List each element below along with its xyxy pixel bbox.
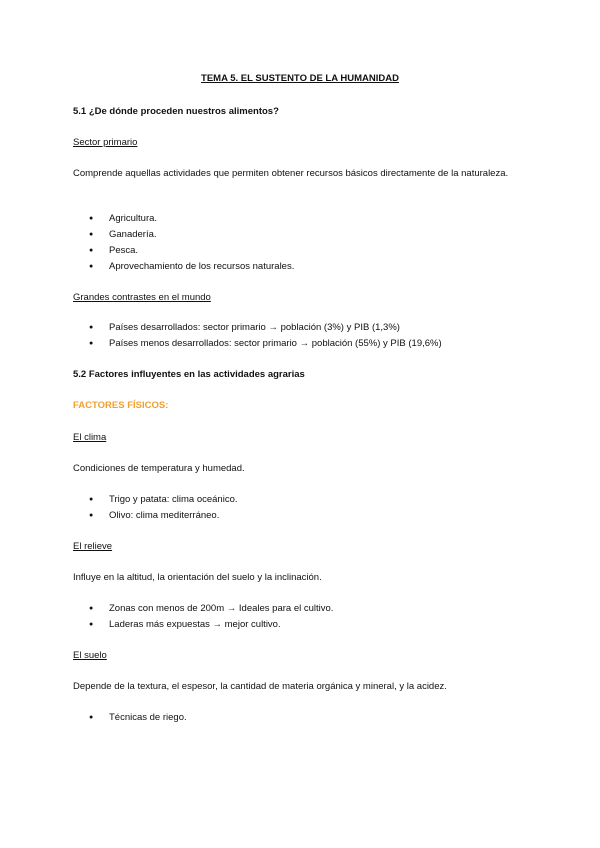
clima-list	[73, 492, 238, 524]
list-item: ● Ganadería.	[73, 227, 294, 243]
clima-heading: El clima	[73, 432, 107, 443]
section-5-2-heading: 5.2 Factores influyentes en las actividades agrarias	[73, 369, 305, 380]
list-item: ● Países menos desarrollados: sector primario → población (55%) y PIB (19,6%)	[73, 336, 442, 352]
list-item: ● Pesca.	[73, 243, 294, 259]
relieve-heading: El relieve	[73, 541, 113, 552]
sector-primario-heading: Sector primario	[73, 137, 138, 148]
factores-fisicos-heading: FACTORES FÍSICOS:	[73, 400, 169, 411]
list-item: ● Zonas con menos de 200m → Ideales para el cultivo.	[73, 601, 333, 617]
suelo-list	[73, 710, 187, 726]
contrastes-heading: Grandes contrastes en el mundo	[73, 292, 211, 303]
clima-text: Condiciones de temperatura y humedad.	[73, 463, 245, 474]
relieve-text: Influye en la altitud, la orientación del suelo y la inclinación.	[73, 572, 322, 583]
list-item: ● Países desarrollados: sector primario → población (3%) y PIB (1,3%)	[73, 320, 442, 336]
list-item: ● Olivo: clima mediterráneo.	[73, 508, 238, 524]
list-item: ● Laderas más expuestas → mejor cultivo.	[73, 617, 333, 633]
document-title: TEMA 5. EL SUSTENTO DE LA HUMANIDAD	[201, 73, 399, 84]
list-item: ● Técnicas de riego.	[73, 710, 187, 726]
sector-primario-text: Comprende aquellas actividades que permiten obtener recursos básicos directamente de la naturaleza.	[73, 168, 509, 179]
sector-primario-list	[73, 211, 294, 275]
suelo-heading: El suelo	[73, 650, 107, 661]
suelo-text: Depende de la textura, el espesor, la cantidad de materia orgánica y mineral, y la acidez.	[73, 681, 447, 692]
contrastes-list	[73, 320, 442, 352]
list-item: ● Trigo y patata: clima oceánico.	[73, 492, 238, 508]
section-5-1-heading: 5.1 ¿De dónde proceden nuestros alimentos?	[73, 106, 279, 117]
list-item: ● Aprovechamiento de los recursos naturales.	[73, 259, 294, 275]
relieve-list	[73, 601, 333, 633]
list-item: ● Agricultura.	[73, 211, 294, 227]
